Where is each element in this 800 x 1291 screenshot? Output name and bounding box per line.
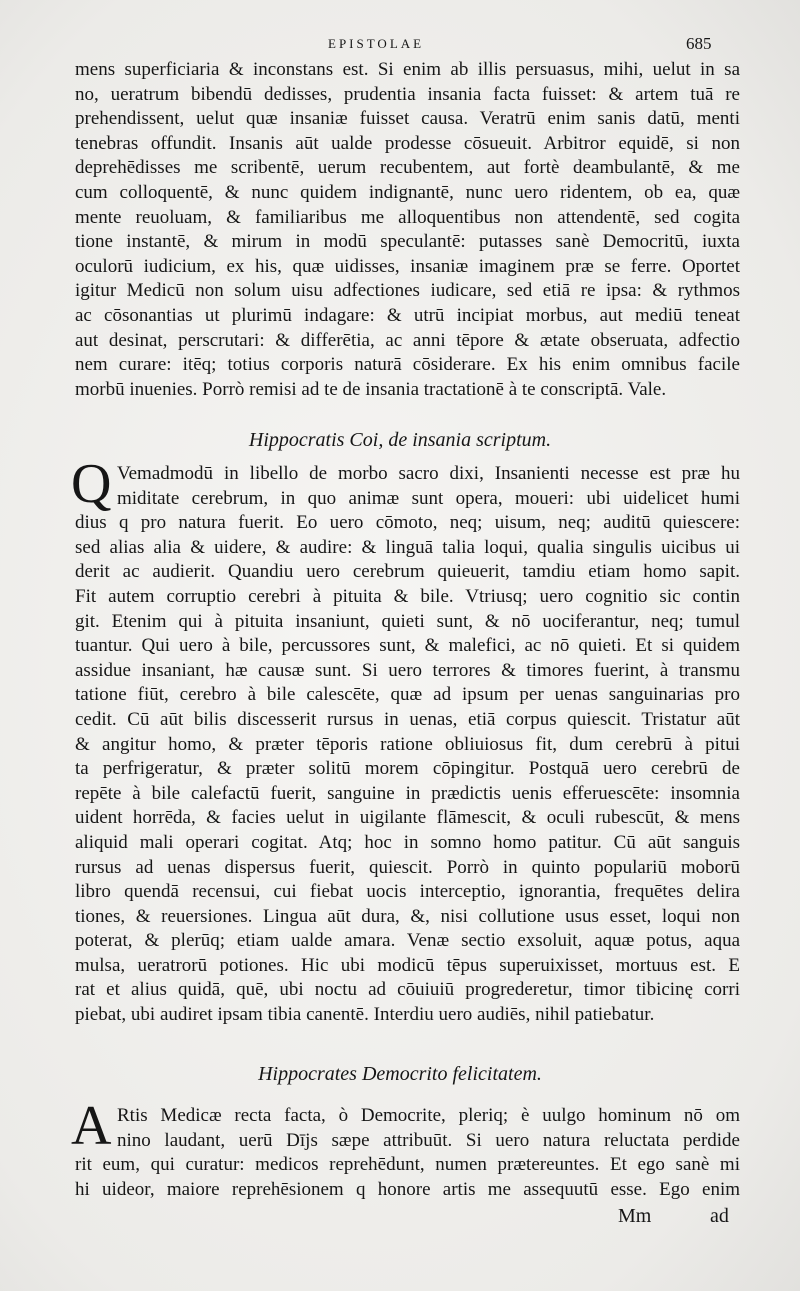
text-line: tenebras offundit. Insanis aūt ualde prodesse cōsueuit. Arbitror equidē, si non	[75, 132, 740, 154]
text-line: rit eum, qui curatur: medicos reprehēdunt, numen prætereuntes. Et ego sanè mi	[75, 1154, 740, 1176]
text-line: mulsa, ueratrorū potiones. Hic ubi modicū tēpus superuixisset, mortuus est. E	[75, 954, 740, 976]
text-line: sed alias alia & uidere, & audire: & linguā talia loqui, qualia singulis uicibus ui	[75, 536, 740, 558]
text-line: cedit. Cū aūt bilis discesserit rursus in uenas, etiā corpus quiescit. Tristatur aūt	[75, 708, 740, 730]
text-line: nem curare: itēq; totius corporis naturā cōsiderare. Ex his enim omnibus facile	[75, 354, 740, 376]
text-line: piebat, ubi audiret ipsam tibia canentē. Interdiu uero audiēs, nihil patiebatur.	[75, 1004, 655, 1026]
text-line: Vemadmodū in libello de morbo sacro dixi, Insanienti necesse est præ hu	[117, 463, 740, 484]
section-heading: Hippocratis Coi, de insania scriptum.	[248, 429, 552, 451]
text-line: cum colloquentē, & nunc quidem indignantē, nunc uero ridentem, ob ea, quæ	[75, 181, 740, 203]
text-line: mente reuoluam, & familiaribus me alloquentibus non attendentē, sed cogita	[75, 206, 740, 228]
text-line: ta perfrigeratur, & præter solitū morem cōpingitur. Postquā uero cerebrū de	[75, 758, 740, 780]
catchword: ad	[710, 1205, 729, 1227]
text-line: morbū inuenies. Porrò remisi ad te de insania tractationē à te conscriptā. Vale.	[75, 378, 667, 400]
text-line: tatione fiūt, cerebro à bile calescēte, quæ ad ipsum per uenas sanguinarias pro	[75, 684, 740, 706]
drop-capital: A	[71, 1095, 112, 1157]
text-line: tuantur. Qui uero à bile, percussores sunt, & malefici, ac nō quieti. Et si quidem	[75, 635, 740, 657]
text-line: aut desinat, perscrutari: & differētia, ac anni tēpore & ætate obseruata, adfectio	[75, 329, 740, 351]
text-line: libro quendā recensui, cui fiebat uocis interceptio, ignorantia, frequētes delira	[75, 881, 740, 903]
text-line: ac cōsonantias ut plurimū indagare: & utrū incipiat morbus, aut mediū teneat	[75, 304, 740, 326]
text-line: mens superficiaria & inconstans est. Si enim ab illis persuasus, mihi, uelut in sa	[75, 59, 740, 80]
page-number: 685	[686, 34, 712, 53]
text-line: repēte à bile calefactū fuerit, sanguine in prædictis uenis efferuescēte: insomnia	[75, 782, 740, 804]
text-line: hi uideor, maiore reprehēsionem q honore artis me assequutū esse. Ego enim	[75, 1178, 740, 1200]
letter-text-block	[71, 1095, 740, 1202]
running-head: EPISTOLAE	[328, 36, 425, 51]
text-line: poterat, & plerūq; etiam ualde amara. Venæ sectio exsoluit, aquæ potus, aqua	[75, 930, 740, 952]
text-line: assidue insaniant, hæ causæ sunt. Si uero terrores & timores fuerint, à transmu	[75, 659, 740, 681]
text-line: no, ueratrum bibendū dedisses, prudentia insania facta fuisset: & artem tuā re	[75, 83, 740, 105]
text-line: rursus ad uenas dispersus fuerit, quiescit. Porrò in quinto populariū moborū	[75, 856, 740, 878]
text-line: tiones, & reuersiones. Lingua aūt dura, &, nisi collutione usus esset, loqui non	[75, 905, 740, 927]
drop-capital: Q	[71, 453, 112, 515]
text-line: derit ac audierit. Quandiu uero cerebrum quieuerit, tamdiu etiam homo sapit.	[75, 561, 740, 583]
signature-mark: Mm	[618, 1205, 652, 1227]
text-line: aliquid mali operari cogitat. Atq; hoc in somno homo patitur. Cū aūt sanguis	[75, 831, 740, 853]
text-line: Rtis Medicæ recta facta, ò Democrite, pleriq; è uulgo hominum nō om	[117, 1105, 740, 1126]
page-footer	[0, 1205, 800, 1229]
text-line: dius q pro natura fuerit. Eo uero cōmoto, neq; uisum, neq; auditū quiescere:	[75, 512, 740, 534]
text-line: Fit autem corruptio cerebri à pituita & bile. Vtriusq; uero cognitio sic contin	[75, 585, 740, 607]
text-line: & angitur homo, & præter tēporis ratione obliuiosus fit, dum cerebrū à pitui	[75, 733, 740, 755]
text-line: git. Etenim qui à pituita insaniunt, quieti sunt, & nō uociferantur, neq; tumul	[75, 610, 740, 632]
text-line: miditate cerebrum, in quo animæ sunt opera, moueri: ubi uidelicet humi	[117, 487, 740, 509]
text-line: prehendissent, uelut quæ insaniæ fuisset causa. Veratrū enim sanis datū, menti	[75, 108, 740, 130]
section-heading: Hippocrates Democrito felicitatem.	[258, 1063, 542, 1085]
page-header	[0, 36, 800, 60]
text-line: uident horrēda, & facies uelut in uigilante flāmescit, & oculi rubescūt, & mens	[75, 807, 740, 829]
text-line: rat et alius quidā, quē, ubi noctu ad cōuiuiū progrederetur, timor tibicinę corri	[75, 979, 740, 1001]
text-line: oculorū iudicium, ex his, quæ uidisses, insaniæ imaginem præ se ferre. Oportet	[75, 255, 740, 277]
treatise-text-block	[71, 453, 740, 1028]
letter-text-block	[75, 58, 740, 402]
text-line: nino laudant, uerū Dījs sæpe attribuūt. Si uero natura reluctata perdide	[117, 1129, 740, 1151]
text-line: deprehēdisses me scribentē, uerum recubentem, aut fortè deambulantē, & me	[75, 157, 740, 179]
text-line: tione instantē, & mirum in modū speculantē: putasses sanè Democritū, iuxta	[75, 231, 740, 253]
text-line: igitur Medicū non solum uisu adfectiones iudicare, sed etiā re ipsa: & rythmos	[75, 280, 740, 302]
